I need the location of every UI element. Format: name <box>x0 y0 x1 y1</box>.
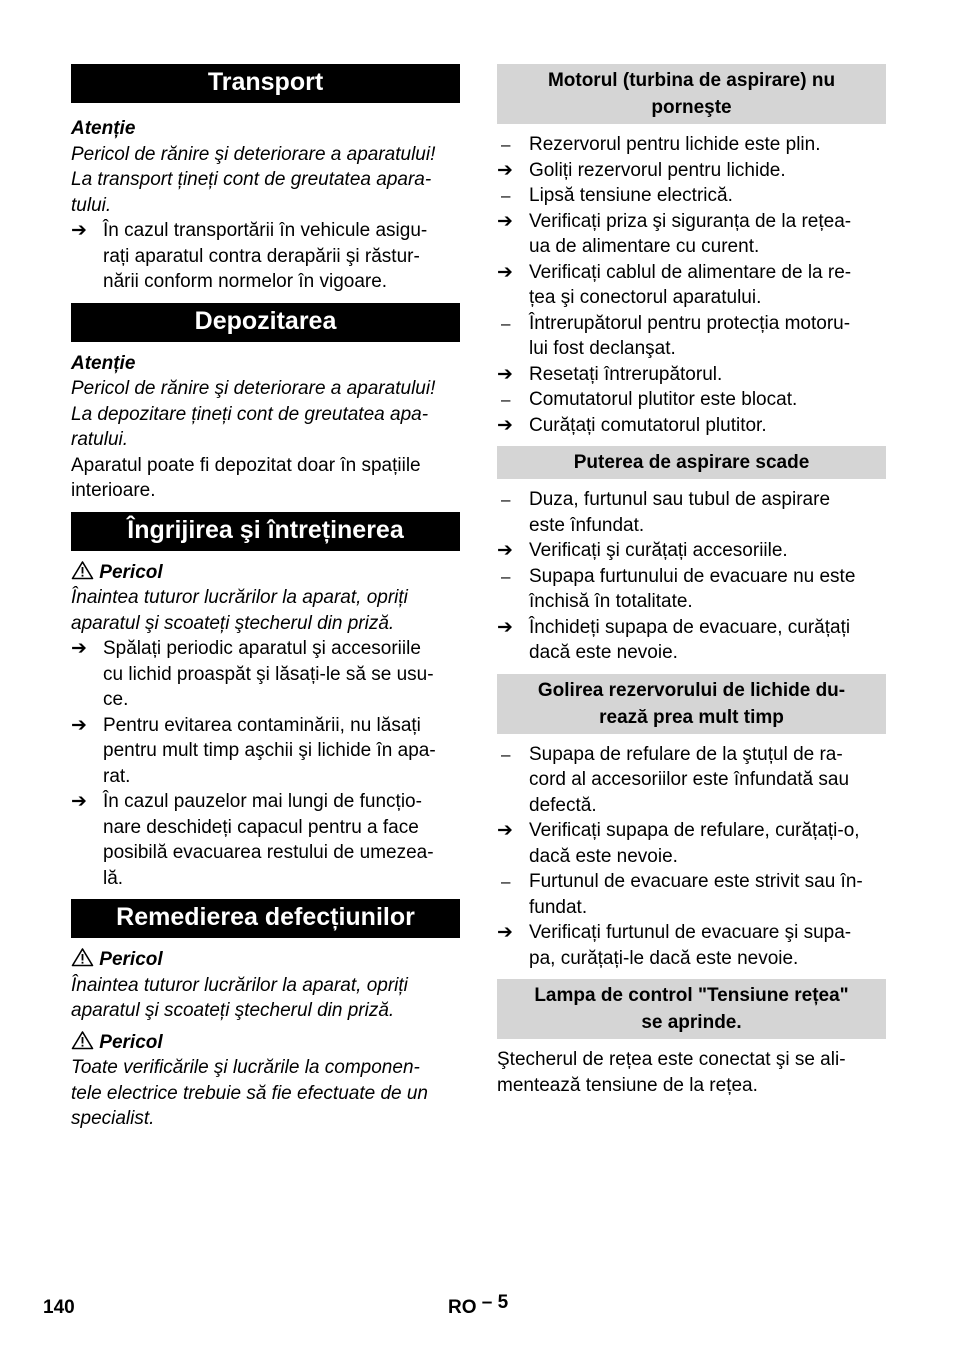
arrow-right-icon: ➔ <box>497 540 513 561</box>
arrow-right-icon: ➔ <box>497 363 513 385</box>
remedy-item <box>497 260 886 311</box>
warning-triangle-icon <box>71 947 94 967</box>
warning-triangle-icon <box>71 1030 94 1050</box>
dash-bullet-icon: – <box>501 490 511 509</box>
item-line: închisă în totalitate. <box>529 591 693 612</box>
remedy-item <box>497 158 886 184</box>
dash-bullet-icon: – <box>501 186 511 205</box>
danger-line: aparatul şi scoateți ştecherul din priză. <box>71 612 395 634</box>
footer-sub-page <box>482 1292 508 1313</box>
item-line: ua de alimentare cu curent. <box>529 236 760 257</box>
danger-label: Pericol <box>99 949 163 970</box>
arrow-right-icon: ➔ <box>71 638 87 659</box>
warning-line: Pericol de rănire şi deteriorare a aparatului! <box>71 378 436 399</box>
warning-line: ratului. <box>71 429 129 450</box>
item-line: țea şi conectorul aparatului. <box>529 287 762 308</box>
remedy-item <box>497 615 886 666</box>
arrow-right-icon: ➔ <box>497 414 513 436</box>
instruction-step <box>71 713 460 790</box>
warning-line: La depozitare țineți cont de greutatea apa- <box>71 403 429 425</box>
danger-line: Toate verificările şi lucrările la componen- <box>71 1057 420 1078</box>
danger-line: tele electrice trebuie să fie efectuate de un <box>71 1082 429 1104</box>
arrow-right-icon: ➔ <box>71 220 87 241</box>
item-line: Verificați şi curățați accesoriile. <box>529 540 788 561</box>
instruction-step <box>71 789 460 891</box>
subheading-line: Lampa de control "Tensiune rețea" <box>534 985 849 1006</box>
danger-line: Înaintea tuturor lucrărilor la aparat, opriți <box>71 587 408 608</box>
item-line: Verificați priza şi siguranța de la rețea- <box>529 210 852 232</box>
item-line: lui fost declanşat. <box>529 338 676 359</box>
step-line: pentru mult timp aşchii şi lichide în apa- <box>103 740 436 761</box>
arrow-right-icon: ➔ <box>71 714 87 736</box>
warning-line: Pericol de rănire şi deteriorare a aparatului! <box>71 143 436 165</box>
dash-bullet-icon: – <box>501 566 511 586</box>
footer-dash: – <box>481 1292 493 1313</box>
step-line: nării conform normelor în vigoare. <box>103 271 388 292</box>
attention-label: Atenție <box>71 352 136 374</box>
step-line: În cazul transportării în vehicule asigu- <box>103 220 428 241</box>
remedy-item <box>497 538 886 564</box>
item-line: Comutatorul plutitor este blocat. <box>529 389 798 410</box>
remedy-item <box>497 818 886 869</box>
subheading-line: Motorul (turbina de aspirare) nu <box>547 70 836 91</box>
attention-label: Atenție <box>71 118 136 139</box>
remedy-item <box>497 209 886 260</box>
item-line: Întrerupătorul pentru protecția motoru- <box>529 312 851 334</box>
item-line: este înfundat. <box>529 514 645 536</box>
dash-bullet-icon: – <box>501 744 511 764</box>
item-line: Verificați cablul de alimentare de la re- <box>529 261 852 283</box>
subheading-line: rează prea mult timp <box>599 706 784 728</box>
draining-fault-list <box>497 742 886 972</box>
item-line: fundat. <box>529 896 588 918</box>
item-line: Verificați supapa de refulare, curățați-o, <box>529 820 860 841</box>
item-line: Duza, furtunul sau tubul de aspirare <box>529 489 831 510</box>
step-line: cu lichid proaspăt şi lăsați-le să se usu- <box>103 663 434 685</box>
arrow-right-icon: ➔ <box>497 210 513 232</box>
arrow-right-icon: ➔ <box>497 159 513 181</box>
instruction-step <box>71 218 460 295</box>
fault-cause-item <box>497 132 886 158</box>
step-line: În cazul pauzelor mai lungi de funcțio- <box>103 791 422 812</box>
dash-bullet-icon: – <box>501 872 511 891</box>
body-line: Ştecherul de rețea este conectat şi se ali- <box>497 1049 846 1070</box>
page-number: 140 <box>43 1297 75 1318</box>
item-line: Închideți supapa de evacuare, curățați <box>529 616 851 638</box>
footer-label <box>448 1292 509 1319</box>
arrow-right-icon: ➔ <box>497 820 513 841</box>
item-line: dacă este nevoie. <box>529 642 678 663</box>
danger-line: aparatul şi scoateți ştecherul din priză. <box>71 1000 395 1021</box>
section-heading-troubleshooting: Remedierea defecțiunilor <box>71 899 460 938</box>
left-column <box>71 64 460 1132</box>
item-line: Rezervorul pentru lichide este plin. <box>529 134 821 155</box>
dash-bullet-icon: – <box>501 313 511 333</box>
remedy-item <box>497 413 886 439</box>
arrow-right-icon: ➔ <box>71 791 87 812</box>
item-line: defectă. <box>529 794 597 816</box>
remedy-item <box>497 362 886 388</box>
section-heading-storage: Depozitarea <box>71 303 460 342</box>
danger-label: Pericol <box>99 561 163 583</box>
arrow-right-icon: ➔ <box>497 261 513 283</box>
subheading-motor-not-starting <box>497 64 886 124</box>
step-line: Pentru evitarea contaminării, nu lăsați <box>103 714 421 736</box>
arrow-right-icon: ➔ <box>497 922 513 943</box>
step-line: lă. <box>103 867 124 889</box>
fault-cause-item <box>497 183 886 209</box>
danger-line: Înaintea tuturor lucrărilor la aparat, opriți <box>71 974 408 996</box>
fault-cause-item <box>497 564 886 615</box>
body-line: mentează tensiune de la rețea. <box>497 1074 758 1096</box>
danger-label: Pericol <box>99 1031 163 1053</box>
motor-fault-list <box>497 132 886 438</box>
item-line: Resetați întrerupătorul. <box>529 363 723 385</box>
body-line: interioare. <box>71 480 156 501</box>
fault-cause-item <box>497 869 886 920</box>
item-line: pa, curățați-le dacă este nevoie. <box>529 947 799 969</box>
subheading-line: Golirea rezervorului de lichide du- <box>537 679 846 701</box>
item-line: Goliți rezervorul pentru lichide. <box>529 159 786 181</box>
fault-cause-item <box>497 311 886 362</box>
item-line: Verificați furtunul de evacuare şi supa- <box>529 922 852 943</box>
item-line: cord al accesoriilor este înfundată sau <box>529 769 850 790</box>
subheading-line: porneşte <box>651 97 732 118</box>
subheading-line: Puterea de aspirare scade <box>573 452 810 473</box>
item-line: Supapa de refulare de la ştuțul de ra- <box>529 743 843 765</box>
instruction-step <box>71 636 460 713</box>
subheading-line: se aprinde. <box>641 1012 742 1033</box>
subheading-suction-decreases <box>497 446 886 479</box>
step-line: Spălați periodic aparatul şi accesoriile <box>103 638 421 659</box>
subheading-draining-slow <box>497 674 886 734</box>
section-heading-transport: Transport <box>71 64 460 103</box>
item-line: Lipsă tensiune electrică. <box>529 185 733 206</box>
danger-heading <box>71 1030 460 1056</box>
step-line: ce. <box>103 689 129 710</box>
fault-cause-item <box>497 742 886 819</box>
subheading-control-lamp <box>497 979 886 1039</box>
sub-page-number: 5 <box>497 1292 509 1313</box>
warning-line: tului. <box>71 194 112 216</box>
danger-heading <box>71 560 460 586</box>
dash-bullet-icon: – <box>501 135 511 154</box>
dash-bullet-icon: – <box>501 390 511 409</box>
step-line: rat. <box>103 765 131 787</box>
warning-triangle-icon <box>71 560 94 580</box>
language-code: RO <box>448 1297 477 1318</box>
body-line: Aparatul poate fi depozitat doar în spațiile <box>71 454 421 476</box>
section-heading-care: Îngrijirea şi întreținerea <box>71 512 460 551</box>
item-line: Furtunul de evacuare este strivit sau în- <box>529 871 863 892</box>
warning-line: La transport țineți cont de greutatea apara- <box>71 169 432 190</box>
item-line: dacă este nevoie. <box>529 845 678 867</box>
remedy-item <box>497 920 886 971</box>
danger-heading <box>71 947 460 973</box>
step-line: posibilă evacuarea restului de umezea- <box>103 842 434 863</box>
fault-cause-item <box>497 387 886 413</box>
right-column <box>497 64 886 1098</box>
fault-cause-item <box>497 487 886 538</box>
step-line: nare deschideți capacul pentru a face <box>103 816 419 838</box>
suction-fault-list <box>497 487 886 666</box>
step-line: rați aparatul contra derapării şi răstur- <box>103 245 420 267</box>
item-line: Supapa furtunului de evacuare nu este <box>529 565 856 587</box>
danger-line: specialist. <box>71 1108 155 1129</box>
item-line: Curățați comutatorul plutitor. <box>529 414 767 436</box>
arrow-right-icon: ➔ <box>497 616 513 638</box>
